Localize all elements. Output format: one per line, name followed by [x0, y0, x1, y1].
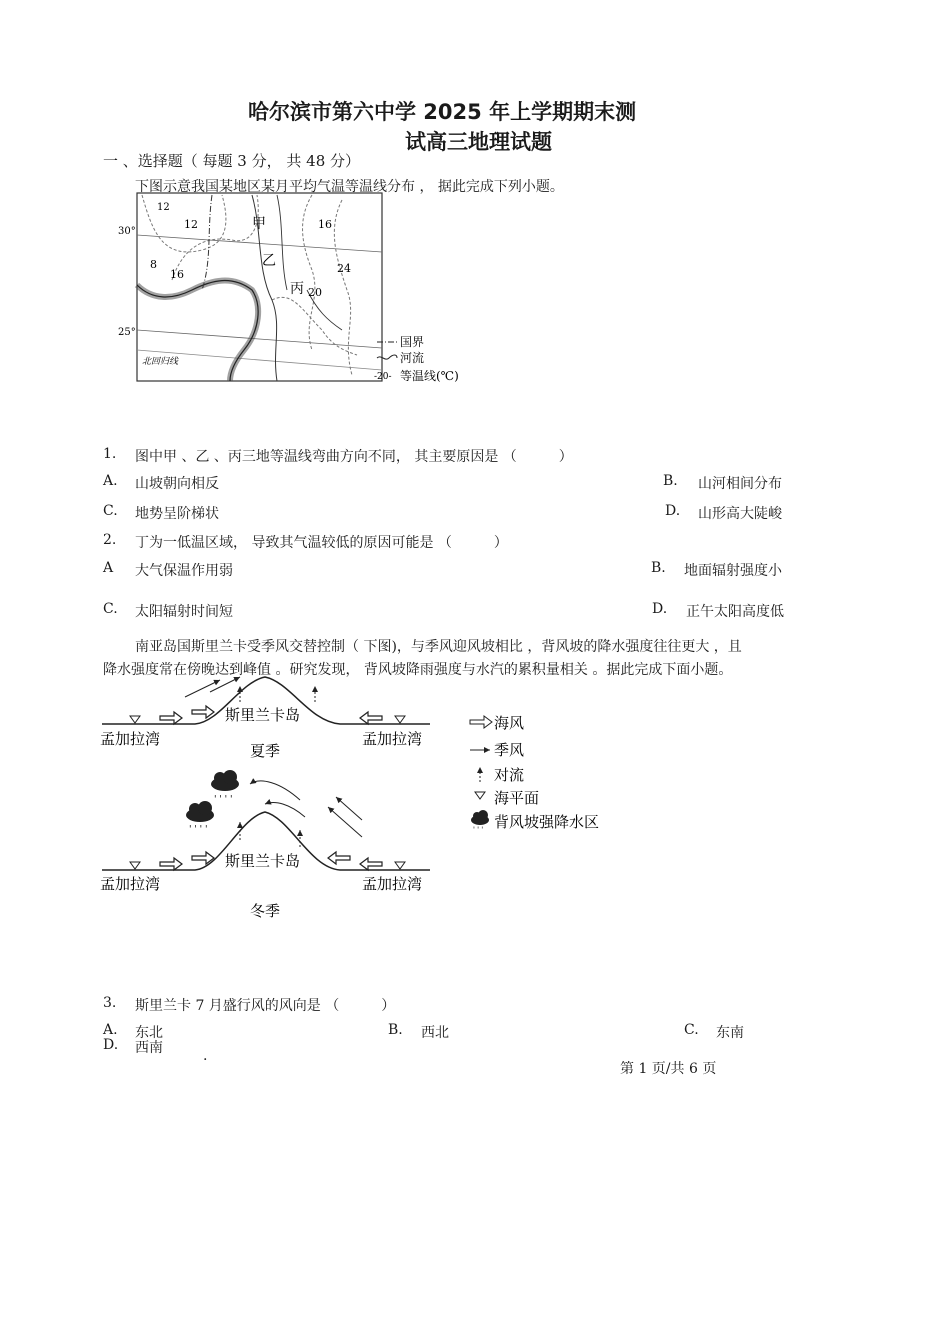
option-letter: A [103, 560, 114, 576]
question-stem: 斯里兰卡 7 月盛行风的风向是 （ ） [135, 998, 396, 1014]
lat-label: 30° [118, 226, 136, 237]
page-indicator: 第 1 页/共 6 页 [620, 1061, 717, 1077]
bay-label: 孟加拉湾 [362, 875, 423, 893]
option-letter: A. [103, 473, 118, 489]
option-text[interactable]: 山坡朝向相反 [135, 476, 219, 492]
option-letter: C. [684, 1022, 699, 1038]
sea-wind-arrow [160, 712, 182, 724]
legend-convection: 对流 [494, 766, 525, 784]
rain-cloud-icon [211, 770, 239, 805]
isotherm-label: 12 [184, 218, 198, 231]
sea-wind-arrow [328, 852, 350, 864]
question-number: 3. [103, 995, 117, 1011]
option-text[interactable]: 正午太阳高度低 [686, 604, 784, 620]
monsoon-diagram [100, 672, 630, 922]
island-label-winter: 斯里兰卡岛 [225, 852, 301, 870]
bay-label: 孟加拉湾 [100, 730, 161, 748]
tropic-label: 北回归线 [142, 357, 179, 367]
rain-cloud-icon [186, 801, 214, 835]
option-letter: C. [103, 503, 118, 519]
legend-river: 河流 [400, 351, 425, 365]
sea-level-icon [130, 716, 140, 723]
isotherm-map [112, 190, 482, 390]
sea-wind-arrow [160, 858, 182, 870]
rain-cloud-legend-icon [471, 810, 489, 834]
isotherm-label: 16 [170, 268, 184, 281]
question-number: 2. [103, 532, 117, 548]
place-label-bing: 丙 [290, 281, 304, 297]
sea-wind-arrow [360, 858, 382, 870]
option-letter: D. [652, 601, 668, 617]
legend-border: 国界 [400, 335, 425, 349]
legend-monsoon: 季风 [494, 741, 525, 759]
isotherm-label: 12 [157, 202, 170, 213]
option-text[interactable]: 西南 [135, 1040, 163, 1056]
option-text[interactable]: 太阳辐射时间短 [135, 604, 233, 620]
sea-level-icon [130, 862, 140, 869]
option-letter: D. [665, 503, 681, 519]
option-letter: B. [651, 560, 666, 576]
passage2-line2: 降水强度常在傍晚达到峰值 。研究发现， 背风坡降雨强度与水汽的累积量相关 。据此完成下面小题。 [103, 662, 733, 678]
option-text[interactable]: 地势呈阶梯状 [135, 506, 219, 522]
section-heading: 一 、选择题（ 每题 3 分， 共 48 分） [103, 152, 361, 170]
question-stem: 图中甲 、乙 、丙三地等温线弯曲方向不同， 其主要原因是 （ ） [135, 449, 573, 465]
passage1-intro: 下图示意我国某地区某月平均气温等温线分布 ， 据此完成下列小题。 [135, 179, 564, 195]
page-title-line2: 试高三地理试题 [405, 130, 552, 154]
option-text[interactable]: 大气保温作用弱 [135, 563, 233, 579]
lat-label: 25° [118, 327, 136, 338]
legend-isotherm: 等温线(℃) [400, 369, 459, 383]
svg-text:' ' ': ' ' ' [473, 826, 484, 834]
sea-level-icon [395, 716, 405, 723]
place-label-yi: 乙 [262, 253, 276, 269]
page-title-line1: 哈尔滨市第六中学 2025 年上学期期末测 [248, 100, 637, 124]
summer-label: 夏季 [250, 742, 281, 760]
winter-label: 冬季 [250, 902, 281, 920]
bay-label: 孟加拉湾 [362, 730, 423, 748]
isotherm-label: 16 [318, 218, 332, 231]
svg-text:' ' ' ': ' ' ' ' [189, 825, 208, 835]
isotherm-label: 24 [337, 262, 351, 275]
option-letter: D. [103, 1037, 119, 1053]
sea-level-legend-icon [475, 792, 485, 799]
passage2-line1: 南亚岛国斯里兰卡受季风交替控制（ 下图)，与季风迎风坡相比 ，背风坡的降水强度往往更大 ，且 [135, 639, 742, 655]
legend-isotherm-prefix: -20- [374, 372, 392, 382]
question-number: 1. [103, 446, 117, 462]
bay-label: 孟加拉湾 [100, 875, 161, 893]
svg-text:' ' ' ': ' ' ' ' [214, 795, 233, 805]
isotherm-label: 8 [150, 258, 157, 271]
sea-wind-arrow [360, 712, 382, 724]
option-text[interactable]: 山河相间分布 [698, 476, 782, 492]
sea-wind-legend-icon [470, 716, 492, 728]
sea-wind-arrow [192, 706, 214, 718]
legend-sea-wind: 海风 [494, 714, 525, 732]
question-stem: 丁为一低温区域， 导致其气温较低的原因可能是 （ ） [135, 535, 508, 551]
option-letter: A. [103, 1022, 118, 1038]
stray-dot: . [203, 1048, 208, 1064]
option-text[interactable]: 东北 [135, 1025, 163, 1041]
option-text[interactable]: 地面辐射强度小 [684, 563, 782, 579]
legend-rain-zone: 背风坡强降水区 [494, 813, 600, 831]
place-label-jia: 甲 [252, 216, 266, 232]
sea-level-icon [395, 862, 405, 869]
isotherm-label: 20 [308, 286, 322, 299]
option-text[interactable]: 西北 [421, 1025, 449, 1041]
island-label-summer: 斯里兰卡岛 [225, 706, 301, 724]
option-text[interactable]: 东南 [716, 1025, 744, 1041]
option-text[interactable]: 山形高大陡峻 [698, 506, 782, 522]
option-letter: B. [388, 1022, 403, 1038]
option-letter: C. [103, 601, 118, 617]
option-letter: B. [663, 473, 678, 489]
legend-sea-level: 海平面 [494, 789, 540, 807]
river-legend-icon [377, 355, 397, 359]
